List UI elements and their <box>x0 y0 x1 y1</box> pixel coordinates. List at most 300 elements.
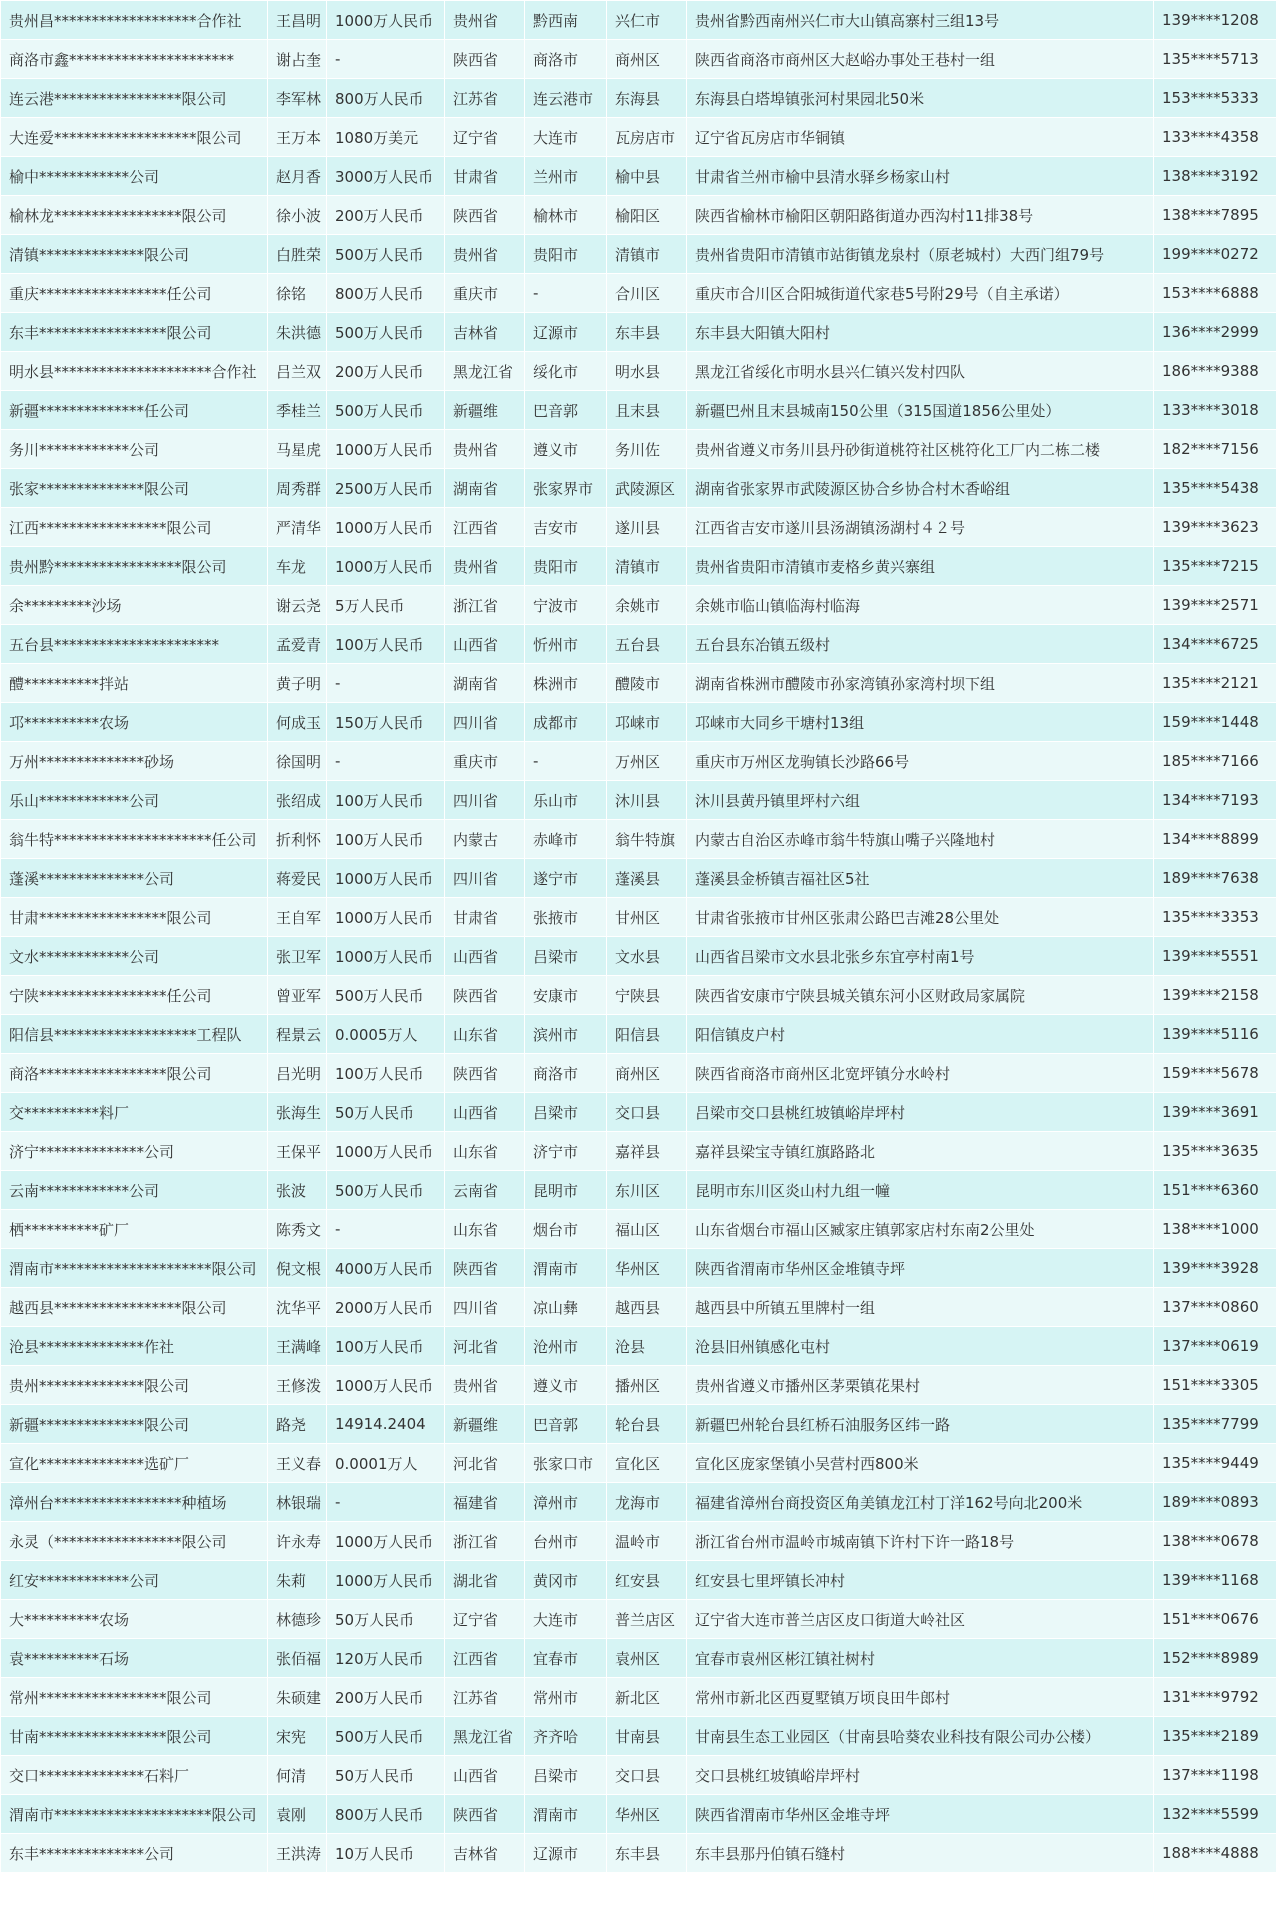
registered-capital-cell: 1080万美元 <box>327 118 445 157</box>
province-cell: 陕西省 <box>445 1795 525 1834</box>
city-cell: 沧州市 <box>525 1327 607 1366</box>
legal-person-cell: 吕兰双 <box>268 352 327 391</box>
province-cell: 新疆维 <box>445 391 525 430</box>
province-cell: 山西省 <box>445 1093 525 1132</box>
registered-capital-cell: 3000万人民币 <box>327 157 445 196</box>
registered-capital-cell: 0.0005万人 <box>327 1015 445 1054</box>
province-cell: 浙江省 <box>445 1522 525 1561</box>
legal-person-cell: 折利怀 <box>268 820 327 859</box>
city-cell: 吕梁市 <box>525 1756 607 1795</box>
province-cell: 陕西省 <box>445 1054 525 1093</box>
legal-person-cell: 何清 <box>268 1756 327 1795</box>
registered-capital-cell: 1000万人民币 <box>327 1522 445 1561</box>
phone-cell: 139****3623 <box>1154 508 1277 547</box>
address-cell: 辽宁省大连市普兰店区皮口街道大岭社区 <box>687 1600 1154 1639</box>
city-cell: 遂宁市 <box>525 859 607 898</box>
company-name-cell: 常州*****************限公司 <box>1 1678 268 1717</box>
legal-person-cell: 谢云尧 <box>268 586 327 625</box>
table-row <box>1 1132 1277 1171</box>
registered-capital-cell: 500万人民币 <box>327 391 445 430</box>
registered-capital-cell: 500万人民币 <box>327 976 445 1015</box>
phone-cell: 189****0893 <box>1154 1483 1277 1522</box>
city-cell: 商洛市 <box>525 40 607 79</box>
table-row <box>1 1756 1277 1795</box>
company-name-cell: 五台县********************** <box>1 625 268 664</box>
legal-person-cell: 宋宪 <box>268 1717 327 1756</box>
phone-cell: 135****3353 <box>1154 898 1277 937</box>
phone-cell: 159****5678 <box>1154 1054 1277 1093</box>
city-cell: 成都市 <box>525 703 607 742</box>
company-name-cell: 清镇**************限公司 <box>1 235 268 274</box>
district-cell: 文水县 <box>607 937 687 976</box>
district-cell: 甘州区 <box>607 898 687 937</box>
phone-cell: 135****3635 <box>1154 1132 1277 1171</box>
district-cell: 东丰县 <box>607 313 687 352</box>
address-cell: 贵州省遵义市播州区茅栗镇花果村 <box>687 1366 1154 1405</box>
province-cell: 贵州省 <box>445 1366 525 1405</box>
province-cell: 河北省 <box>445 1327 525 1366</box>
province-cell: 四川省 <box>445 703 525 742</box>
registered-capital-cell: - <box>327 664 445 703</box>
table-row <box>1 625 1277 664</box>
registered-capital-cell: 1000万人民币 <box>327 1561 445 1600</box>
phone-cell: 151****6360 <box>1154 1171 1277 1210</box>
address-cell: 东丰县那丹伯镇石缝村 <box>687 1834 1154 1873</box>
legal-person-cell: 马星虎 <box>268 430 327 469</box>
city-cell: 黔西南 <box>525 1 607 40</box>
district-cell: 遂川县 <box>607 508 687 547</box>
district-cell: 宁陕县 <box>607 976 687 1015</box>
district-cell: 清镇市 <box>607 235 687 274</box>
city-cell: 大连市 <box>525 118 607 157</box>
province-cell: 江苏省 <box>445 79 525 118</box>
company-name-cell: 重庆*****************任公司 <box>1 274 268 313</box>
table-row <box>1 235 1277 274</box>
legal-person-cell: 蒋爱民 <box>268 859 327 898</box>
phone-cell: 159****1448 <box>1154 703 1277 742</box>
address-cell: 辽宁省瓦房店市华铜镇 <box>687 118 1154 157</box>
phone-cell: 185****7166 <box>1154 742 1277 781</box>
province-cell: 江西省 <box>445 508 525 547</box>
company-name-cell: 明水县*********************合作社 <box>1 352 268 391</box>
phone-cell: 134****6725 <box>1154 625 1277 664</box>
table-row <box>1 1444 1277 1483</box>
registered-capital-cell: 1000万人民币 <box>327 547 445 586</box>
company-name-cell: 漳州台*****************种植场 <box>1 1483 268 1522</box>
legal-person-cell: 朱洪德 <box>268 313 327 352</box>
province-cell: 浙江省 <box>445 586 525 625</box>
phone-cell: 137****1198 <box>1154 1756 1277 1795</box>
city-cell: 济宁市 <box>525 1132 607 1171</box>
table-row <box>1 508 1277 547</box>
table-row <box>1 1678 1277 1717</box>
province-cell: 内蒙古 <box>445 820 525 859</box>
district-cell: 万州区 <box>607 742 687 781</box>
company-name-cell: 贵州**************限公司 <box>1 1366 268 1405</box>
address-cell: 余姚市临山镇临海村临海 <box>687 586 1154 625</box>
legal-person-cell: 张绍成 <box>268 781 327 820</box>
address-cell: 重庆市合川区合阳城街道代家巷5号附29号（自主承诺） <box>687 274 1154 313</box>
registered-capital-cell: 800万人民币 <box>327 79 445 118</box>
table-row <box>1 1015 1277 1054</box>
registered-capital-cell: - <box>327 742 445 781</box>
company-name-cell: 万州**************砂场 <box>1 742 268 781</box>
registered-capital-cell: - <box>327 40 445 79</box>
company-name-cell: 越西县*****************限公司 <box>1 1288 268 1327</box>
address-cell: 东丰县大阳镇大阳村 <box>687 313 1154 352</box>
district-cell: 沧县 <box>607 1327 687 1366</box>
table-row <box>1 898 1277 937</box>
address-cell: 陕西省渭南市华州区金堆寺坪 <box>687 1795 1154 1834</box>
city-cell: 昆明市 <box>525 1171 607 1210</box>
registered-capital-cell: 1000万人民币 <box>327 1 445 40</box>
phone-cell: 139****3928 <box>1154 1249 1277 1288</box>
legal-person-cell: 陈秀文 <box>268 1210 327 1249</box>
table-row <box>1 1717 1277 1756</box>
registered-capital-cell: 1000万人民币 <box>327 508 445 547</box>
company-name-cell: 渭南市*********************限公司 <box>1 1795 268 1834</box>
city-cell: 安康市 <box>525 976 607 1015</box>
province-cell: 新疆维 <box>445 1405 525 1444</box>
city-cell: 齐齐哈 <box>525 1717 607 1756</box>
legal-person-cell: 朱硕建 <box>268 1678 327 1717</box>
phone-cell: 139****5551 <box>1154 937 1277 976</box>
table-row <box>1 976 1277 1015</box>
district-cell: 轮台县 <box>607 1405 687 1444</box>
legal-person-cell: 曾亚军 <box>268 976 327 1015</box>
province-cell: 四川省 <box>445 781 525 820</box>
city-cell: 榆林市 <box>525 196 607 235</box>
district-cell: 甘南县 <box>607 1717 687 1756</box>
table-row <box>1 547 1277 586</box>
table-row <box>1 1171 1277 1210</box>
legal-person-cell: 林银瑞 <box>268 1483 327 1522</box>
district-cell: 宣化区 <box>607 1444 687 1483</box>
registered-capital-cell: 200万人民币 <box>327 196 445 235</box>
address-cell: 江西省吉安市遂川县汤湖镇汤湖村４２号 <box>687 508 1154 547</box>
table-row <box>1 820 1277 859</box>
table-row <box>1 664 1277 703</box>
district-cell: 东海县 <box>607 79 687 118</box>
registered-capital-cell: 1000万人民币 <box>327 430 445 469</box>
company-name-cell: 渭南市*********************限公司 <box>1 1249 268 1288</box>
phone-cell: 152****8989 <box>1154 1639 1277 1678</box>
province-cell: 云南省 <box>445 1171 525 1210</box>
registered-capital-cell: 14914.2404 <box>327 1405 445 1444</box>
address-cell: 宣化区庞家堡镇小吴营村西800米 <box>687 1444 1154 1483</box>
province-cell: 湖南省 <box>445 664 525 703</box>
company-name-cell: 文水************公司 <box>1 937 268 976</box>
legal-person-cell: 徐小波 <box>268 196 327 235</box>
company-name-cell: 大**********农场 <box>1 1600 268 1639</box>
address-cell: 黑龙江省绥化市明水县兴仁镇兴发村四队 <box>687 352 1154 391</box>
province-cell: 山西省 <box>445 625 525 664</box>
legal-person-cell: 李军林 <box>268 79 327 118</box>
phone-cell: 153****5333 <box>1154 79 1277 118</box>
phone-cell: 135****7215 <box>1154 547 1277 586</box>
district-cell: 明水县 <box>607 352 687 391</box>
table-row <box>1 1639 1277 1678</box>
phone-cell: 138****7895 <box>1154 196 1277 235</box>
registered-capital-cell: 800万人民币 <box>327 274 445 313</box>
legal-person-cell: 张卫军 <box>268 937 327 976</box>
address-cell: 新疆巴州轮台县红桥石油服务区纬一路 <box>687 1405 1154 1444</box>
company-name-cell: 甘肃*****************限公司 <box>1 898 268 937</box>
province-cell: 贵州省 <box>445 547 525 586</box>
table-row <box>1 118 1277 157</box>
company-name-cell: 榆林龙*****************限公司 <box>1 196 268 235</box>
address-cell: 常州市新北区西夏墅镇万顷良田牛郎村 <box>687 1678 1154 1717</box>
city-cell: 辽源市 <box>525 1834 607 1873</box>
phone-cell: 135****5438 <box>1154 469 1277 508</box>
legal-person-cell: 徐铭 <box>268 274 327 313</box>
phone-cell: 182****7156 <box>1154 430 1277 469</box>
table-row <box>1 157 1277 196</box>
address-cell: 昆明市东川区炎山村九组一幢 <box>687 1171 1154 1210</box>
legal-person-cell: 周秀群 <box>268 469 327 508</box>
table-row <box>1 391 1277 430</box>
province-cell: 湖北省 <box>445 1561 525 1600</box>
company-name-cell: 商洛*****************限公司 <box>1 1054 268 1093</box>
district-cell: 醴陵市 <box>607 664 687 703</box>
company-name-cell: 连云港*****************限公司 <box>1 79 268 118</box>
address-cell: 甘肃省张掖市甘州区张肃公路巴吉滩28公里处 <box>687 898 1154 937</box>
company-name-cell: 交口**************石料厂 <box>1 1756 268 1795</box>
address-cell: 甘肃省兰州市榆中县清水驿乡杨家山村 <box>687 157 1154 196</box>
province-cell: 重庆市 <box>445 742 525 781</box>
province-cell: 山东省 <box>445 1132 525 1171</box>
district-cell: 合川区 <box>607 274 687 313</box>
company-name-cell: 阳信县*******************工程队 <box>1 1015 268 1054</box>
district-cell: 余姚市 <box>607 586 687 625</box>
phone-cell: 135****2121 <box>1154 664 1277 703</box>
registered-capital-cell: 5万人民币 <box>327 586 445 625</box>
address-cell: 五台县东冶镇五级村 <box>687 625 1154 664</box>
address-cell: 山东省烟台市福山区臧家庄镇郭家店村东南2公里处 <box>687 1210 1154 1249</box>
address-cell: 红安县七里坪镇长冲村 <box>687 1561 1154 1600</box>
company-name-cell: 袁**********石场 <box>1 1639 268 1678</box>
address-cell: 沧县旧州镇感化屯村 <box>687 1327 1154 1366</box>
district-cell: 清镇市 <box>607 547 687 586</box>
province-cell: 陕西省 <box>445 976 525 1015</box>
city-cell: 常州市 <box>525 1678 607 1717</box>
registered-capital-cell: 0.0001万人 <box>327 1444 445 1483</box>
phone-cell: 151****3305 <box>1154 1366 1277 1405</box>
province-cell: 四川省 <box>445 859 525 898</box>
table-row <box>1 1834 1277 1873</box>
company-name-cell: 翁牛特*********************任公司 <box>1 820 268 859</box>
registered-capital-cell: 100万人民币 <box>327 1054 445 1093</box>
company-name-cell: 云南************公司 <box>1 1171 268 1210</box>
district-cell: 武陵源区 <box>607 469 687 508</box>
legal-person-cell: 林德珍 <box>268 1600 327 1639</box>
province-cell: 辽宁省 <box>445 1600 525 1639</box>
district-cell: 阳信县 <box>607 1015 687 1054</box>
address-cell: 浙江省台州市温岭市城南镇下许村下许一路18号 <box>687 1522 1154 1561</box>
legal-person-cell: 王洪涛 <box>268 1834 327 1873</box>
company-name-cell: 交**********料厂 <box>1 1093 268 1132</box>
legal-person-cell: 张海生 <box>268 1093 327 1132</box>
city-cell: 赤峰市 <box>525 820 607 859</box>
table-row <box>1 703 1277 742</box>
registered-capital-cell: 500万人民币 <box>327 1171 445 1210</box>
city-cell: 烟台市 <box>525 1210 607 1249</box>
registered-capital-cell: 500万人民币 <box>327 313 445 352</box>
table-row <box>1 1561 1277 1600</box>
district-cell: 务川佐 <box>607 430 687 469</box>
legal-person-cell: 徐国明 <box>268 742 327 781</box>
registered-capital-cell: 500万人民币 <box>327 235 445 274</box>
phone-cell: 135****2189 <box>1154 1717 1277 1756</box>
district-cell: 温岭市 <box>607 1522 687 1561</box>
city-cell: 宜春市 <box>525 1639 607 1678</box>
company-name-cell: 新疆**************限公司 <box>1 1405 268 1444</box>
company-name-cell: 东丰*****************限公司 <box>1 313 268 352</box>
company-name-cell: 贵州昌*******************合作社 <box>1 1 268 40</box>
phone-cell: 139****2571 <box>1154 586 1277 625</box>
province-cell: 贵州省 <box>445 1 525 40</box>
district-cell: 邛崃市 <box>607 703 687 742</box>
province-cell: 四川省 <box>445 1288 525 1327</box>
city-cell: 漳州市 <box>525 1483 607 1522</box>
district-cell: 东丰县 <box>607 1834 687 1873</box>
legal-person-cell: 王满峰 <box>268 1327 327 1366</box>
table-row <box>1 1 1277 40</box>
registered-capital-cell: 100万人民币 <box>327 625 445 664</box>
company-name-cell: 余*********沙场 <box>1 586 268 625</box>
phone-cell: 138****1000 <box>1154 1210 1277 1249</box>
table-row <box>1 1210 1277 1249</box>
table-row <box>1 781 1277 820</box>
address-cell: 沐川县黄丹镇里坪村六组 <box>687 781 1154 820</box>
table-row <box>1 1795 1277 1834</box>
table-row <box>1 430 1277 469</box>
registered-capital-cell: 1000万人民币 <box>327 859 445 898</box>
company-name-cell: 新疆**************任公司 <box>1 391 268 430</box>
registered-capital-cell: 200万人民币 <box>327 1678 445 1717</box>
phone-cell: 186****9388 <box>1154 352 1277 391</box>
phone-cell: 151****0676 <box>1154 1600 1277 1639</box>
registered-capital-cell: 120万人民币 <box>327 1639 445 1678</box>
city-cell: 商洛市 <box>525 1054 607 1093</box>
phone-cell: 139****1168 <box>1154 1561 1277 1600</box>
address-cell: 贵州省遵义市务川县丹砂街道桃符社区桃符化工厂内二栋二楼 <box>687 430 1154 469</box>
phone-cell: 138****3192 <box>1154 157 1277 196</box>
legal-person-cell: 王保平 <box>268 1132 327 1171</box>
table-row <box>1 1288 1277 1327</box>
province-cell: 吉林省 <box>445 1834 525 1873</box>
registered-capital-cell: 100万人民币 <box>327 781 445 820</box>
company-name-cell: 贵州黔*****************限公司 <box>1 547 268 586</box>
company-name-cell: 邛**********农场 <box>1 703 268 742</box>
table-row <box>1 1600 1277 1639</box>
city-cell: 张家界市 <box>525 469 607 508</box>
phone-cell: 188****4888 <box>1154 1834 1277 1873</box>
address-cell: 新疆巴州且末县城南150公里（315国道1856公里处） <box>687 391 1154 430</box>
company-name-cell: 务川************公司 <box>1 430 268 469</box>
phone-cell: 134****7193 <box>1154 781 1277 820</box>
phone-cell: 137****0619 <box>1154 1327 1277 1366</box>
registered-capital-cell: - <box>327 1210 445 1249</box>
district-cell: 蓬溪县 <box>607 859 687 898</box>
city-cell: 忻州市 <box>525 625 607 664</box>
address-cell: 吕梁市交口县桃红坡镇峪岸坪村 <box>687 1093 1154 1132</box>
city-cell: 乐山市 <box>525 781 607 820</box>
city-cell: 宁波市 <box>525 586 607 625</box>
district-cell: 兴仁市 <box>607 1 687 40</box>
city-cell: 株洲市 <box>525 664 607 703</box>
legal-person-cell: 季桂兰 <box>268 391 327 430</box>
address-cell: 嘉祥县梁宝寺镇红旗路路北 <box>687 1132 1154 1171</box>
table-row <box>1 352 1277 391</box>
company-name-cell: 栖**********矿厂 <box>1 1210 268 1249</box>
address-cell: 甘南县生态工业园区（甘南县哈葵农业科技有限公司办公楼） <box>687 1717 1154 1756</box>
company-name-cell: 济宁**************公司 <box>1 1132 268 1171</box>
province-cell: 辽宁省 <box>445 118 525 157</box>
legal-person-cell: 张佰福 <box>268 1639 327 1678</box>
table-row <box>1 40 1277 79</box>
phone-cell: 139****1208 <box>1154 1 1277 40</box>
phone-cell: 131****9792 <box>1154 1678 1277 1717</box>
city-cell: 张家口市 <box>525 1444 607 1483</box>
company-name-cell: 永灵（*****************限公司 <box>1 1522 268 1561</box>
company-name-cell: 江西*****************限公司 <box>1 508 268 547</box>
legal-person-cell: 王自军 <box>268 898 327 937</box>
company-name-cell: 蓬溪**************公司 <box>1 859 268 898</box>
registered-capital-cell: 4000万人民币 <box>327 1249 445 1288</box>
table-body <box>1 1 1277 1873</box>
phone-cell: 132****5599 <box>1154 1795 1277 1834</box>
table-row <box>1 1522 1277 1561</box>
table-row <box>1 1249 1277 1288</box>
district-cell: 商州区 <box>607 40 687 79</box>
registered-capital-cell: 1000万人民币 <box>327 1132 445 1171</box>
registered-capital-cell: 1000万人民币 <box>327 1366 445 1405</box>
legal-person-cell: 孟爱青 <box>268 625 327 664</box>
company-name-cell: 商洛市鑫********************** <box>1 40 268 79</box>
table-row <box>1 1483 1277 1522</box>
table-row <box>1 196 1277 235</box>
address-cell: 贵州省贵阳市清镇市麦格乡黄兴寨组 <box>687 547 1154 586</box>
table-row <box>1 586 1277 625</box>
registered-capital-cell: 50万人民币 <box>327 1093 445 1132</box>
province-cell: 贵州省 <box>445 430 525 469</box>
phone-cell: 138****0678 <box>1154 1522 1277 1561</box>
province-cell: 甘肃省 <box>445 157 525 196</box>
phone-cell: 135****7799 <box>1154 1405 1277 1444</box>
legal-person-cell: 张波 <box>268 1171 327 1210</box>
province-cell: 山东省 <box>445 1015 525 1054</box>
province-cell: 湖南省 <box>445 469 525 508</box>
registered-capital-cell: 10万人民币 <box>327 1834 445 1873</box>
city-cell: - <box>525 274 607 313</box>
phone-cell: 135****5713 <box>1154 40 1277 79</box>
address-cell: 陕西省安康市宁陕县城关镇东河小区财政局家属院 <box>687 976 1154 1015</box>
phone-cell: 139****3691 <box>1154 1093 1277 1132</box>
address-cell: 交口县桃红坡镇峪岸坪村 <box>687 1756 1154 1795</box>
city-cell: 辽源市 <box>525 313 607 352</box>
registered-capital-cell: 50万人民币 <box>327 1600 445 1639</box>
city-cell: 渭南市 <box>525 1795 607 1834</box>
table-row <box>1 274 1277 313</box>
legal-person-cell: 朱莉 <box>268 1561 327 1600</box>
city-cell: 绥化市 <box>525 352 607 391</box>
city-cell: 吕梁市 <box>525 937 607 976</box>
phone-cell: 135****9449 <box>1154 1444 1277 1483</box>
address-cell: 陕西省渭南市华州区金堆镇寺坪 <box>687 1249 1154 1288</box>
city-cell: 张掖市 <box>525 898 607 937</box>
registered-capital-cell: 100万人民币 <box>327 1327 445 1366</box>
